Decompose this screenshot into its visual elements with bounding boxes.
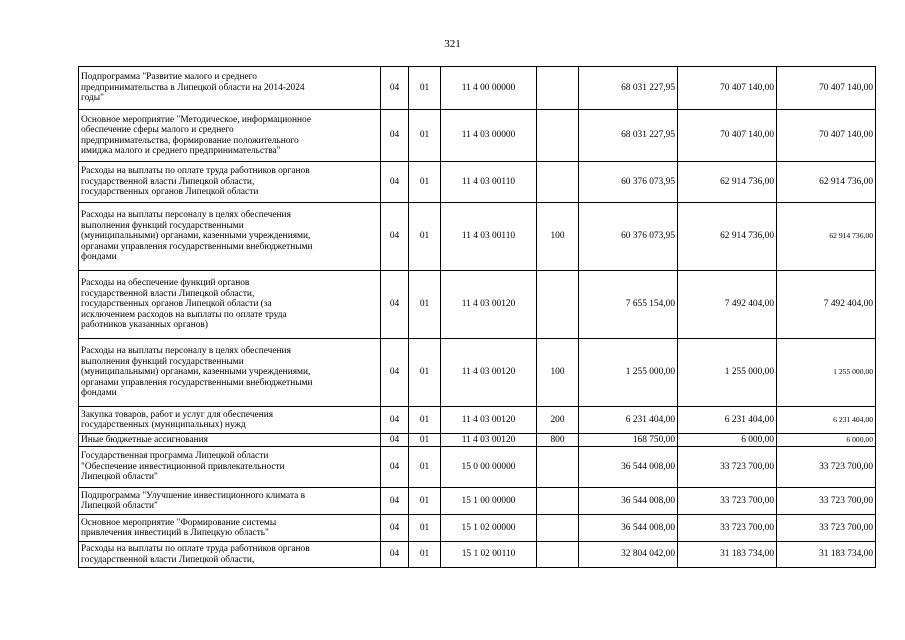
expense-type-cell: 200 (537, 407, 579, 434)
amount-year2-cell: 33 723 700,00 (678, 447, 777, 488)
amount-year1-cell: 32 804 042,00 (579, 542, 678, 568)
amount-year2-cell: 7 492 404,00 (678, 271, 777, 339)
amount-year3-cell: 33 723 700,00 (777, 447, 876, 488)
target-article-cell: 11 4 03 00120 (441, 271, 537, 339)
section-code-cell: 04 (381, 339, 409, 407)
page-number: 321 (444, 38, 461, 50)
amount-year1-cell: 36 544 008,00 (579, 447, 678, 488)
expense-type-cell (537, 447, 579, 488)
target-article-cell: 15 1 02 00000 (441, 515, 537, 542)
table-row (79, 110, 876, 162)
amount-year1-cell: 6 231 404,00 (579, 407, 678, 434)
amount-year2-cell: 31 183 734,00 (678, 542, 777, 568)
amount-year1-cell: 36 544 008,00 (579, 488, 678, 515)
table-row (79, 67, 876, 110)
subsection-code-cell: 01 (409, 515, 441, 542)
row-name-cell: Закупка товаров, работ и услуг для обеспечения государственных (муниципальных) нужд (79, 407, 381, 434)
expense-type-cell: 100 (537, 339, 579, 407)
target-article-cell: 15 1 02 00110 (441, 542, 537, 568)
expense-type-cell (537, 162, 579, 203)
row-name-cell: Подпрограмма "Улучшение инвестиционного климата в Липецкой области" (79, 488, 381, 515)
amount-year1-cell: 68 031 227,95 (579, 67, 678, 110)
row-name-cell: Расходы на выплаты по оплате труда работников органов государственной власти Липецкой области, (79, 542, 381, 568)
table-row (79, 447, 876, 488)
row-name-cell: Иные бюджетные ассигнования (79, 434, 381, 447)
amount-year1-cell: 60 376 073,95 (579, 203, 678, 271)
section-code-cell: 04 (381, 203, 409, 271)
amount-year1-cell: 60 376 073,95 (579, 162, 678, 203)
expense-type-cell (537, 542, 579, 568)
amount-year1-cell: 7 655 154,00 (579, 271, 678, 339)
amount-year2-cell: 70 407 140,00 (678, 67, 777, 110)
amount-year2-cell: 6 000,00 (678, 434, 777, 447)
subsection-code-cell: 01 (409, 162, 441, 203)
table-row (79, 542, 876, 568)
row-name-cell: Государственная программа Липецкой области "Обеспечение инвестиционной привлекательности Липецкой области" (79, 447, 381, 488)
subsection-code-cell: 01 (409, 447, 441, 488)
expense-type-cell (537, 488, 579, 515)
amount-year2-cell: 6 231 404,00 (678, 407, 777, 434)
amount-year3-cell: 1 255 000,00 (777, 339, 876, 407)
section-code-cell: 04 (381, 488, 409, 515)
subsection-code-cell: 01 (409, 407, 441, 434)
section-code-cell: 04 (381, 447, 409, 488)
table-row (79, 271, 876, 339)
table-row (79, 515, 876, 542)
target-article-cell: 11 4 03 00120 (441, 339, 537, 407)
target-article-cell: 11 4 03 00110 (441, 162, 537, 203)
table-row (79, 339, 876, 407)
amount-year2-cell: 33 723 700,00 (678, 515, 777, 542)
amount-year2-cell: 33 723 700,00 (678, 488, 777, 515)
subsection-code-cell: 01 (409, 542, 441, 568)
amount-year3-cell: 6 000,00 (777, 434, 876, 447)
amount-year3-cell: 62 914 736,00 (777, 203, 876, 271)
expense-type-cell (537, 110, 579, 162)
budget-table (78, 66, 876, 568)
section-code-cell: 04 (381, 162, 409, 203)
target-article-cell: 11 4 03 00000 (441, 110, 537, 162)
table-row (79, 407, 876, 434)
section-code-cell: 04 (381, 67, 409, 110)
section-code-cell: 04 (381, 110, 409, 162)
subsection-code-cell: 01 (409, 67, 441, 110)
table-row (79, 488, 876, 515)
amount-year3-cell: 33 723 700,00 (777, 488, 876, 515)
amount-year1-cell: 68 031 227,95 (579, 110, 678, 162)
row-name-cell: Расходы на выплаты персоналу в целях обеспечения выполнения функций государственными (муниципальными) органами, казенными учреждениями, органами управления государственными внебюджетными фондами (79, 203, 381, 271)
section-code-cell: 04 (381, 434, 409, 447)
amount-year3-cell: 31 183 734,00 (777, 542, 876, 568)
subsection-code-cell: 01 (409, 488, 441, 515)
expense-type-cell (537, 67, 579, 110)
amount-year3-cell: 70 407 140,00 (777, 110, 876, 162)
amount-year2-cell: 70 407 140,00 (678, 110, 777, 162)
expense-type-cell (537, 515, 579, 542)
target-article-cell: 11 4 03 00120 (441, 407, 537, 434)
subsection-code-cell: 01 (409, 434, 441, 447)
row-name-cell: Расходы на выплаты по оплате труда работников органов государственной власти Липецкой области, государственных органов Липецкой области (79, 162, 381, 203)
subsection-code-cell: 01 (409, 271, 441, 339)
table-row (79, 162, 876, 203)
table-row (79, 434, 876, 447)
amount-year1-cell: 36 544 008,00 (579, 515, 678, 542)
amount-year2-cell: 62 914 736,00 (678, 203, 777, 271)
section-code-cell: 04 (381, 271, 409, 339)
expense-type-cell: 800 (537, 434, 579, 447)
budget-table-body (79, 67, 876, 568)
row-name-cell: Расходы на обеспечение функций органов государственной власти Липецкой области, государственных органов Липецкой области (за исключением расходов на выплаты по оплате труда работников указанных органов) (79, 271, 381, 339)
section-code-cell: 04 (381, 542, 409, 568)
amount-year3-cell: 70 407 140,00 (777, 67, 876, 110)
row-name-cell: Основное мероприятие "Формирование системы привлечения инвестиций в Липецкую область" (79, 515, 381, 542)
row-name-cell: Расходы на выплаты персоналу в целях обеспечения выполнения функций государственными (муниципальными) органами, казенными учреждениями, органами управления государственными внебюджетными фондами (79, 339, 381, 407)
section-code-cell: 04 (381, 407, 409, 434)
target-article-cell: 11 4 03 00110 (441, 203, 537, 271)
amount-year2-cell: 62 914 736,00 (678, 162, 777, 203)
target-article-cell: 11 4 00 00000 (441, 67, 537, 110)
row-name-cell: Основное мероприятие "Методическое, информационное обеспечение сферы малого и среднего предпринимательства, формирование положительного имиджа малого и среднего предпринимательства" (79, 110, 381, 162)
amount-year3-cell: 7 492 404,00 (777, 271, 876, 339)
subsection-code-cell: 01 (409, 339, 441, 407)
expense-type-cell: 100 (537, 203, 579, 271)
section-code-cell: 04 (381, 515, 409, 542)
amount-year3-cell: 6 231 404,00 (777, 407, 876, 434)
expense-type-cell (537, 271, 579, 339)
amount-year3-cell: 33 723 700,00 (777, 515, 876, 542)
table-row (79, 203, 876, 271)
amount-year1-cell: 1 255 000,00 (579, 339, 678, 407)
amount-year2-cell: 1 255 000,00 (678, 339, 777, 407)
row-name-cell: Подпрограмма "Развитие малого и среднего предпринимательства в Липецкой области на 2014-2024 годы" (79, 67, 381, 110)
amount-year3-cell: 62 914 736,00 (777, 162, 876, 203)
subsection-code-cell: 01 (409, 203, 441, 271)
subsection-code-cell: 01 (409, 110, 441, 162)
target-article-cell: 15 0 00 00000 (441, 447, 537, 488)
amount-year1-cell: 168 750,00 (579, 434, 678, 447)
target-article-cell: 11 4 03 00120 (441, 434, 537, 447)
target-article-cell: 15 1 00 00000 (441, 488, 537, 515)
